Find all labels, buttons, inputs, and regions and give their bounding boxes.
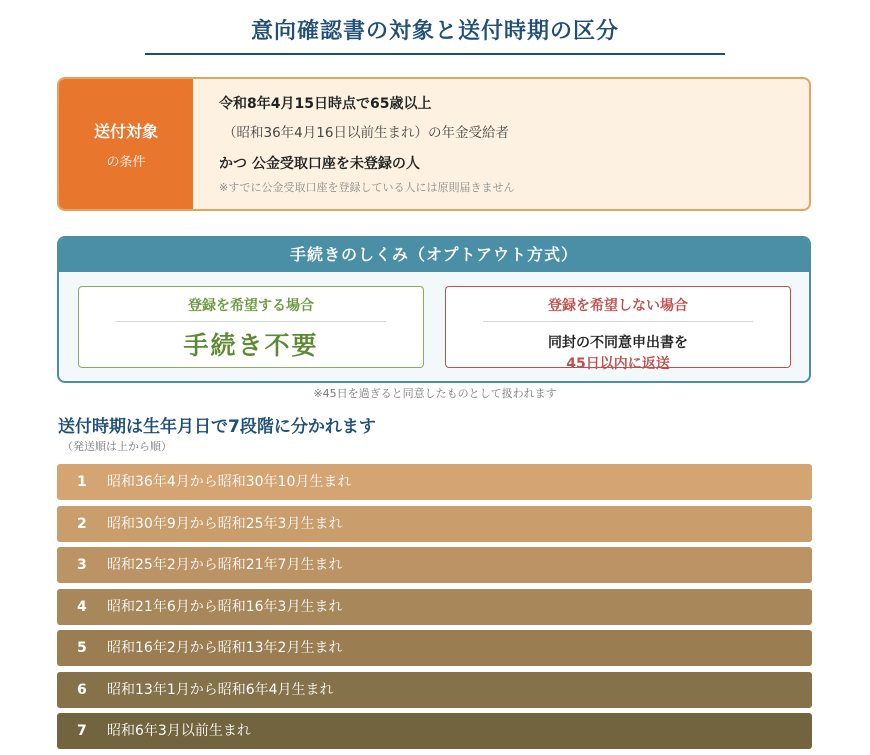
procedure-box — [57, 236, 811, 383]
target-label-panel — [59, 79, 193, 209]
option-decline-registration — [445, 286, 791, 372]
target-conditions-text — [219, 93, 515, 195]
schedule-row — [57, 464, 812, 500]
schedule-row — [57, 506, 812, 542]
schedule-row-number: 6 — [77, 681, 87, 698]
schedule-row-number: 4 — [77, 598, 87, 615]
procedure-note: ※45日を過ぎると同意したものとして扱われます — [313, 387, 557, 400]
schedule-row — [57, 713, 812, 749]
schedule-row — [57, 547, 812, 583]
target-age-condition: 令和8年4月15日時点で65歳以上 — [219, 96, 432, 112]
schedule-row — [57, 630, 812, 666]
page-title: 意向確認書の対象と送付時期の区分 — [250, 19, 619, 44]
target-account-condition: かつ 公金受取口座を未登録の人 — [219, 156, 420, 172]
schedule-row-number: 5 — [77, 640, 87, 656]
option-want-heading: 登録を希望する場合 — [188, 298, 314, 314]
procedure-heading: 手続きのしくみ（オプトアウト方式） — [59, 238, 809, 272]
schedule-row-text: 昭和30年9月から昭和25年3月生まれ — [107, 515, 343, 532]
schedule-row — [57, 672, 812, 708]
option-want-body: 手続き不要 — [183, 331, 319, 360]
schedule-row-text: 昭和16年2月から昭和13年2月生まれ — [107, 640, 343, 656]
schedule-row-text: 昭和13年1月から昭和6年4月生まれ — [107, 681, 334, 698]
schedule-row-text: 昭和21年6月から昭和16年3月生まれ — [107, 598, 343, 615]
schedule-row-text: 昭和6年3月以前生まれ — [107, 723, 251, 739]
target-label-sub: の条件 — [106, 155, 146, 170]
schedule-row — [57, 589, 812, 625]
schedule-title: 送付時期は生年月日で7段階に分かれます — [58, 417, 376, 437]
option-decline-body: 同封の不同意申出書を — [548, 335, 688, 351]
schedule-row-number: 1 — [77, 474, 87, 490]
target-note: ※すでに公金受取口座を登録している人には原則届きません — [219, 181, 515, 194]
schedule-subtitle: （発送順は上から順） — [62, 440, 172, 453]
schedule-row-number: 2 — [77, 515, 87, 532]
option-want-divider — [116, 321, 386, 322]
schedule-row-text: 昭和36年4月から昭和30年10月生まれ — [107, 474, 352, 490]
schedule-row-number: 3 — [77, 557, 87, 573]
target-birth-condition: （昭和36年4月16日以前生まれ）の年金受給者 — [223, 125, 509, 141]
schedule-row-text: 昭和25年2月から昭和21年7月生まれ — [107, 557, 343, 573]
option-decline-divider — [483, 321, 753, 322]
option-decline-heading: 登録を希望しない場合 — [548, 298, 688, 314]
target-conditions-box — [57, 77, 811, 211]
title-underline — [145, 53, 725, 55]
option-decline-deadline: 45日以内に返送 — [566, 356, 670, 372]
schedule-list — [57, 464, 812, 755]
target-label-main: 送付対象 — [93, 122, 158, 141]
schedule-row-number: 7 — [77, 723, 87, 739]
option-want-registration — [78, 286, 424, 368]
